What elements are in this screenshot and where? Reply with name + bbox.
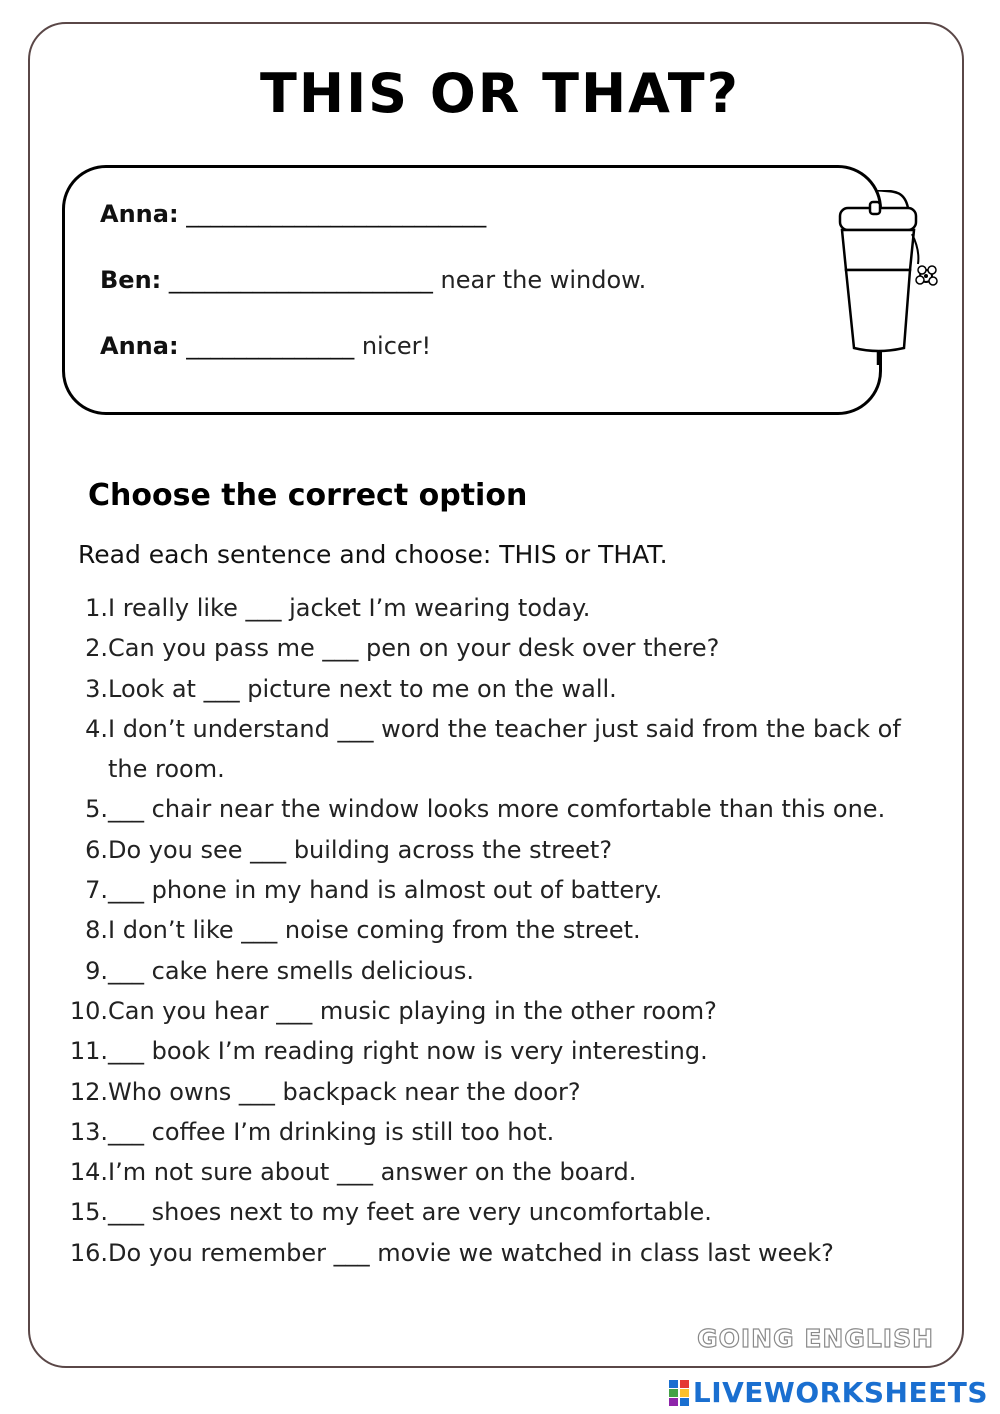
- question-item: [58, 1031, 938, 1071]
- question-text: ___ book I’m reading right now is very interesting.: [108, 1037, 708, 1066]
- question-text: I don’t like ___ noise coming from the street.: [108, 916, 641, 945]
- question-text: Can you hear ___ music playing in the other room?: [108, 996, 717, 1025]
- question-number: 15.: [69, 1198, 108, 1227]
- question-number: 13.: [69, 1117, 108, 1146]
- question-number: 11.: [69, 1037, 108, 1066]
- question-number: 3.: [85, 674, 108, 703]
- question-number: 1.: [85, 594, 108, 622]
- section-title: Choose the correct option: [88, 478, 528, 513]
- question-item: [58, 1072, 938, 1112]
- question-number: 9.: [85, 956, 108, 985]
- instructions: Read each sentence and choose: THIS or THAT.: [78, 540, 668, 569]
- question-item: [58, 789, 938, 829]
- answer-blank[interactable]: ______________________: [168, 266, 433, 294]
- question-text: Can you pass me ___ pen on your desk over there?: [108, 634, 720, 663]
- question-number: 2.: [85, 634, 108, 663]
- question-text: ___ cake here smells delicious.: [108, 956, 475, 985]
- question-number: 10.: [69, 996, 108, 1025]
- liveworksheets-logo-icon: [669, 1380, 689, 1406]
- question-item: [58, 991, 938, 1031]
- question-item: [58, 910, 938, 950]
- dialogue-line-1: [100, 200, 486, 228]
- question-item: [58, 1192, 938, 1232]
- question-item: [58, 870, 938, 910]
- liveworksheets-logo-text: LIVEWORKSHEETS: [692, 1376, 988, 1409]
- speaker-label: Ben:: [100, 266, 162, 294]
- dialogue-line-2: [100, 266, 646, 294]
- brand-watermark: GOING ENGLISH: [697, 1324, 934, 1353]
- question-number: 4.: [85, 714, 108, 743]
- question-text: I really like ___ jacket I’m wearing today.: [108, 594, 591, 622]
- liveworksheets-footer[interactable]: [669, 1376, 988, 1409]
- question-text: Do you remember ___ movie we watched in class last week?: [108, 1238, 834, 1267]
- dialogue-line-3: [100, 332, 431, 360]
- question-item: [58, 1152, 938, 1192]
- question-item: [58, 1233, 938, 1273]
- question-item: [58, 1112, 938, 1152]
- question-text: Do you see ___ building across the street?: [108, 835, 613, 864]
- question-text: I’m not sure about ___ answer on the board.: [108, 1158, 637, 1187]
- question-item: [58, 951, 938, 991]
- question-text: ___ shoes next to my feet are very uncomfortable.: [108, 1198, 712, 1227]
- question-item: [58, 588, 938, 628]
- question-text: ___ coffee I’m drinking is still too hot.: [108, 1117, 555, 1146]
- question-number: 5.: [85, 795, 108, 824]
- question-text: I don’t understand ___ word the teacher just said from the back of the room.: [108, 714, 901, 784]
- question-number: 16.: [69, 1238, 108, 1267]
- speaker-label: Anna:: [100, 332, 179, 360]
- question-text: ___ phone in my hand is almost out of battery.: [108, 876, 663, 905]
- answer-blank[interactable]: _________________________: [186, 200, 487, 228]
- question-item: [58, 830, 938, 870]
- dialogue-text: nicer!: [354, 332, 432, 360]
- question-number: 6.: [85, 835, 108, 864]
- question-item: [58, 669, 938, 709]
- question-number: 12.: [69, 1077, 108, 1106]
- question-number: 7.: [85, 876, 108, 905]
- question-item: [58, 709, 938, 790]
- speaker-label: Anna:: [100, 200, 179, 228]
- tumbler-cup-icon: [830, 190, 946, 365]
- question-text: Who owns ___ backpack near the door?: [108, 1077, 581, 1106]
- question-number: 14.: [69, 1158, 108, 1187]
- question-list: [58, 588, 938, 1273]
- question-text: Look at ___ picture next to me on the wall.: [108, 674, 617, 703]
- dialogue-text: near the window.: [432, 266, 647, 294]
- question-text: ___ chair near the window looks more comfortable than this one.: [108, 795, 886, 824]
- answer-blank[interactable]: ______________: [186, 332, 355, 360]
- question-number: 8.: [85, 916, 108, 945]
- page-title: THIS OR THAT?: [260, 62, 740, 125]
- question-item: [58, 628, 938, 668]
